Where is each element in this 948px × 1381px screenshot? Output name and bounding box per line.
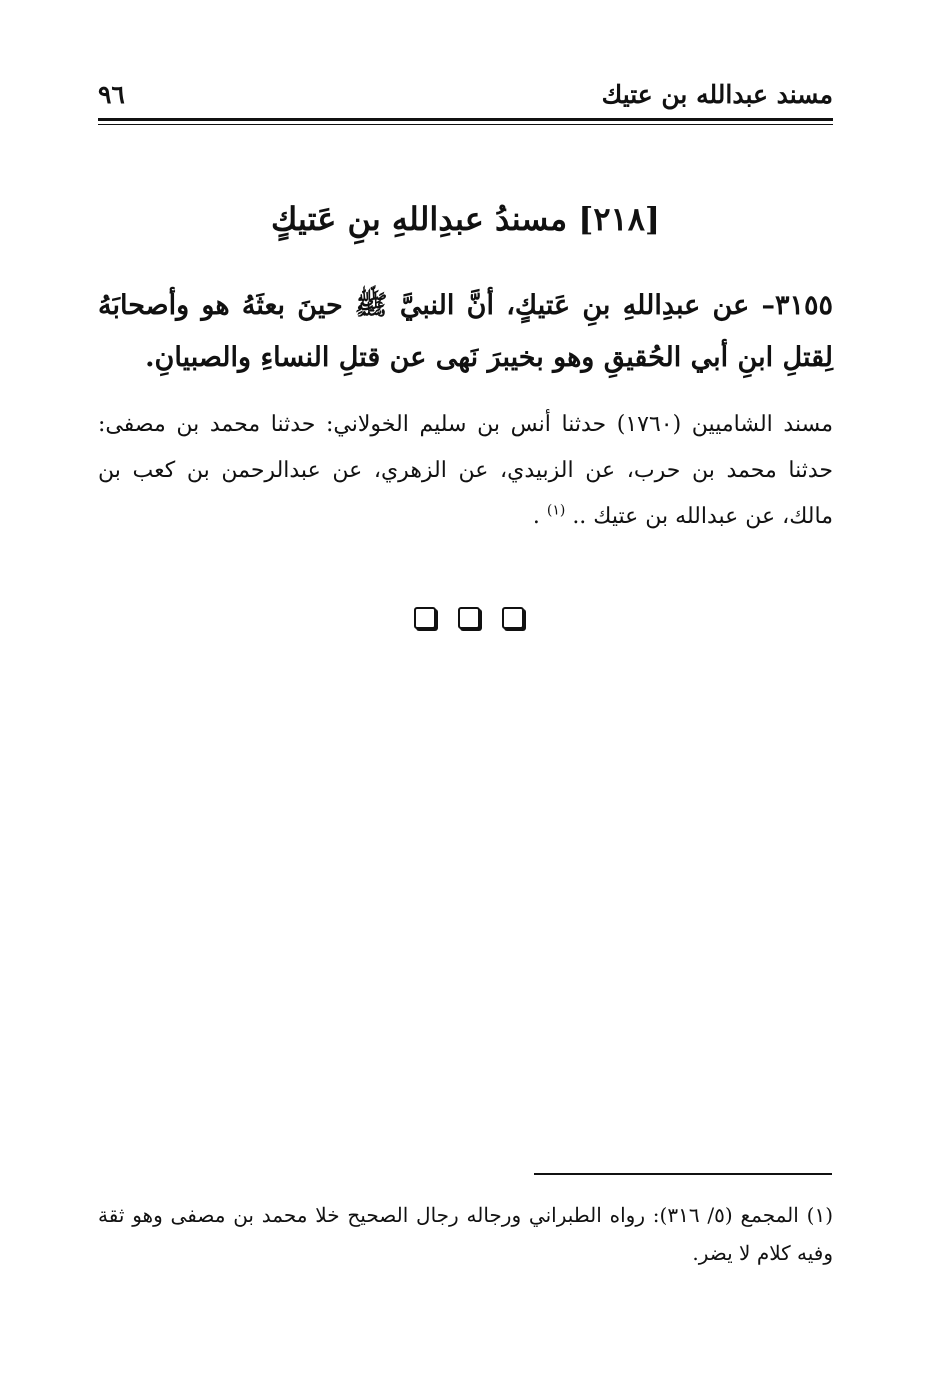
source-text: مسند الشاميين (١٧٦٠) حدثنا أنس بن سليم الخولاني: حدثنا محمد بن مصفى: حدثنا محمد بن حرب، عن الزبيدي، عن الزهري، عن عبدالرحمن بن كعب بن مالك، عن عبدالله بن عتيك .. (98, 412, 833, 529)
running-header (98, 78, 833, 118)
section-separator (0, 607, 943, 637)
source-text-block (98, 402, 833, 540)
section-heading: [٢١٨] مسندُ عبدِاللهِ بنِ عَتيكٍ (270, 200, 661, 238)
footnote-reference: (١) (546, 502, 566, 519)
source-end-punctuation: . (532, 504, 540, 529)
separator-box-icon (414, 607, 436, 629)
running-header-title: مسند عبدالله بن عتيك (601, 80, 833, 109)
separator-box-icon (458, 607, 480, 629)
header-rule-thick (98, 118, 833, 121)
separator-box-icon (502, 607, 524, 629)
footnote-text: (١) المجمع (٥/ ٣١٦): رواه الطبراني ورجاله رجال الصحيح خلا محمد بن مصفى وهو ثقة وفيه كلام لا يضر. (98, 1203, 833, 1265)
page-number: ٩٦ (98, 80, 125, 109)
hadith-text: ٣١٥٥– عن عبدِاللهِ بنِ عَتيكٍ، أنَّ النبيَّ ﷺ حينَ بعثَهُ هو وأصحابَهُ لِقتلِ ابنِ أبي الحُقيقِ وهو بخيبرَ نَهى عن قتلِ النساءِ والصبيانِ. (98, 290, 833, 373)
footnote-rule (534, 1173, 832, 1175)
header-rule-thin (98, 124, 833, 125)
